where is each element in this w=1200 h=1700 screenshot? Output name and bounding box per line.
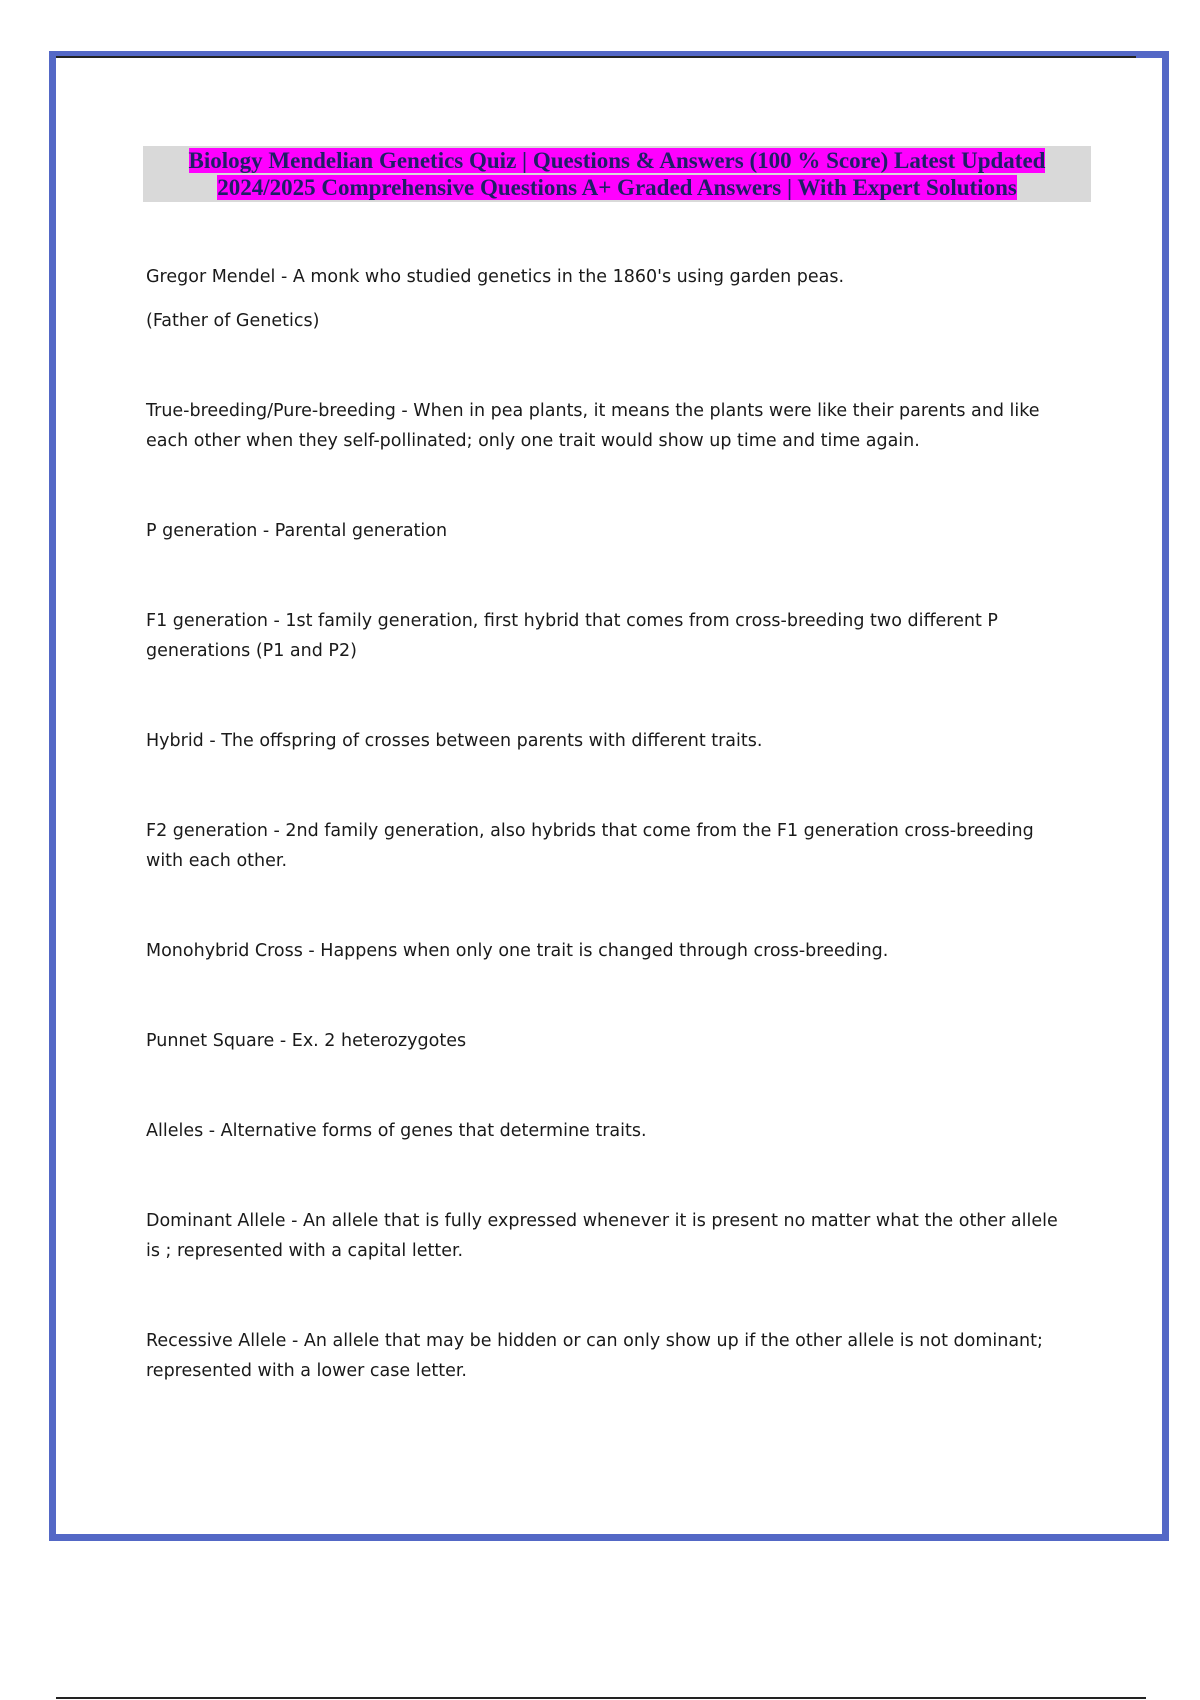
entry-text: Dominant Allele - An allele that is fully expressed whenever it is present no matter what the other allele <box>146 1211 1058 1231</box>
entry-text: each other when they self-pollinated; only one trait would show up time and time again. <box>146 431 920 451</box>
document-title <box>162 147 1072 201</box>
entry-text: F2 generation - 2nd family generation, also hybrids that come from the F1 generation cross-breeding <box>146 821 1034 841</box>
entry-text: Alleles - Alternative forms of genes that determine traits. <box>146 1121 647 1141</box>
term-hybrid <box>146 726 1086 756</box>
term-monohybrid-cross <box>146 936 1086 966</box>
entry-text: Punnet Square - Ex. 2 heterozygotes <box>146 1031 467 1051</box>
quiz-content <box>146 262 1086 1386</box>
title-box <box>143 146 1091 202</box>
term-punnet-square <box>146 1026 1086 1056</box>
title-line-1: Biology Mendelian Genetics Quiz | Questions & Answers (100 % Score) Latest Updated <box>188 148 1046 173</box>
entry-text: F1 generation - 1st family generation, first hybrid that comes from cross-breeding two different P <box>146 611 998 631</box>
entry-text: P generation - Parental generation <box>146 521 448 541</box>
bottom-rule <box>56 1697 1146 1699</box>
term-father-of-genetics <box>146 306 1086 336</box>
title-line-2: 2024/2025 Comprehensive Questions A+ Graded Answers | With Expert Solutions <box>217 175 1017 200</box>
term-p-generation <box>146 516 1086 546</box>
top-rule <box>56 56 1136 58</box>
term-alleles <box>146 1116 1086 1146</box>
entry-text: represented with a lower case letter. <box>146 1361 467 1381</box>
term-recessive-allele <box>146 1326 1086 1386</box>
term-true-breeding <box>146 396 1086 456</box>
entry-text: with each other. <box>146 851 288 871</box>
entry-text: Gregor Mendel - A monk who studied genetics in the 1860's using garden peas. <box>146 267 845 287</box>
entry-text: Recessive Allele - An allele that may be hidden or can only show up if the other allele is not dominant; <box>146 1331 1043 1351</box>
entry-text: generations (P1 and P2) <box>146 641 357 661</box>
entry-text: is ; represented with a capital letter. <box>146 1241 464 1261</box>
entry-text: Monohybrid Cross - Happens when only one trait is changed through cross-breeding. <box>146 941 889 961</box>
entry-text: Hybrid - The offspring of crosses between parents with different traits. <box>146 731 763 751</box>
entry-text: (Father of Genetics) <box>146 311 320 331</box>
term-gregor-mendel <box>146 262 1086 292</box>
term-f2-generation <box>146 816 1086 876</box>
entry-text: True-breeding/Pure-breeding - When in pea plants, it means the plants were like their parents and like <box>146 401 1040 421</box>
term-f1-generation <box>146 606 1086 666</box>
term-dominant-allele <box>146 1206 1086 1266</box>
